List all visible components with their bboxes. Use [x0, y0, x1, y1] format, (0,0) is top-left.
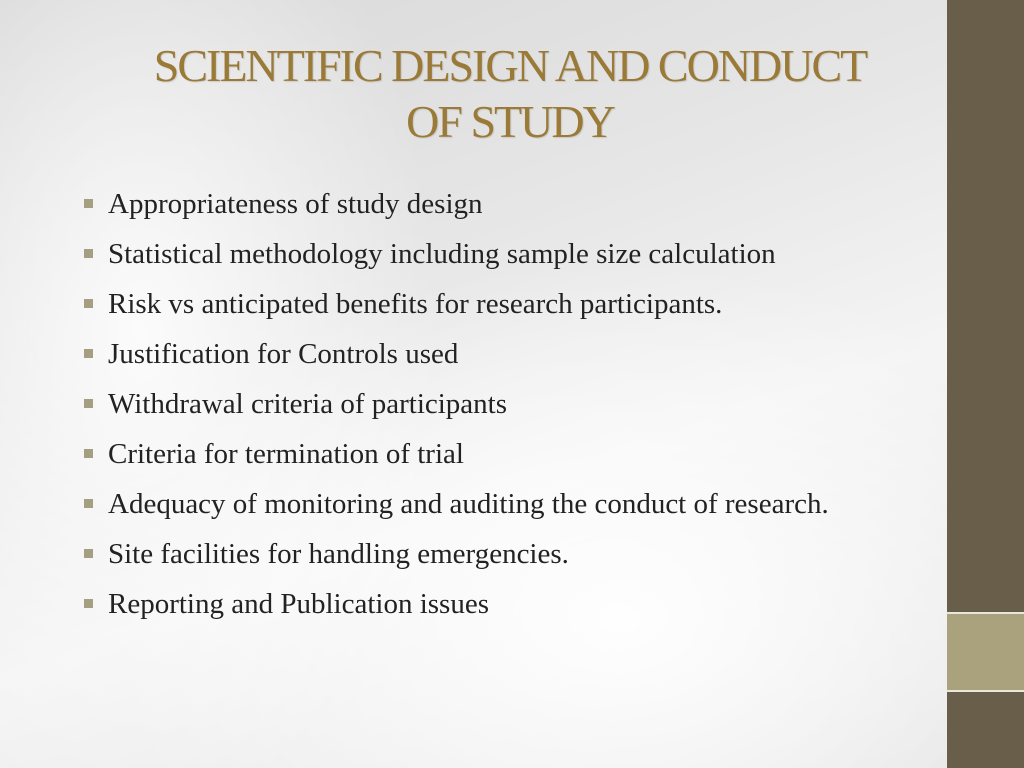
square-bullet-icon [84, 249, 93, 258]
bullet-text: Justification for Controls used [108, 338, 459, 370]
bullet-item [84, 534, 914, 575]
bullet-item [84, 384, 914, 425]
square-bullet-icon [84, 549, 93, 558]
bullet-list [84, 184, 914, 634]
square-bullet-icon [84, 499, 93, 508]
bullet-text: Appropriateness of study design [108, 188, 483, 220]
slide-title [80, 38, 940, 150]
bullet-item [84, 434, 914, 475]
sidebar-accent-block [947, 614, 1024, 690]
bullet-text: Site facilities for handling emergencies. [108, 538, 569, 570]
slide-title-line-2: OF STUDY [406, 96, 614, 147]
square-bullet-icon [84, 449, 93, 458]
bullet-item [84, 334, 914, 375]
bullet-item [84, 184, 914, 225]
bullet-text: Criteria for termination of trial [108, 438, 464, 470]
square-bullet-icon [84, 599, 93, 608]
bullet-text: Reporting and Publication issues [108, 588, 489, 620]
sidebar-band [947, 0, 1024, 768]
bullet-item [84, 584, 914, 625]
bullet-text: Statistical methodology including sample size calculation [108, 238, 776, 270]
bullet-text: Adequacy of monitoring and auditing the conduct of research. [108, 488, 829, 520]
square-bullet-icon [84, 349, 93, 358]
bullet-item [84, 484, 914, 525]
square-bullet-icon [84, 399, 93, 408]
bullet-item [84, 234, 914, 275]
slide-title-line-1: SCIENTIFIC DESIGN AND CONDUCT [153, 40, 867, 91]
bullet-text: Risk vs anticipated benefits for research participants. [108, 288, 723, 320]
bullet-item [84, 284, 914, 325]
square-bullet-icon [84, 199, 93, 208]
square-bullet-icon [84, 299, 93, 308]
bullet-text: Withdrawal criteria of participants [108, 388, 508, 420]
sidebar-divider [947, 690, 1024, 692]
